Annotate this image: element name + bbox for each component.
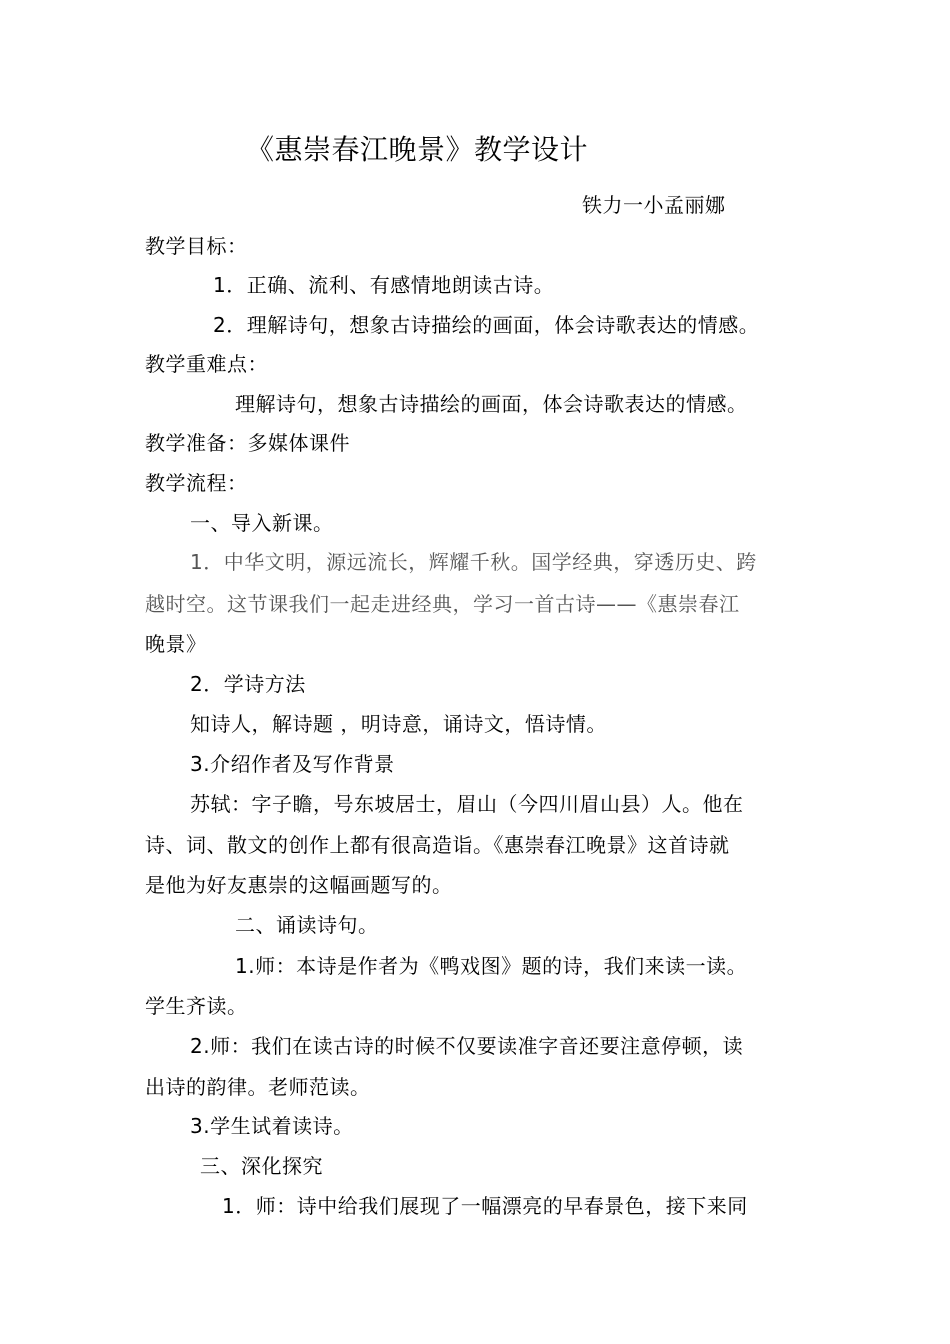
section-3-heading: 三、深化探究 <box>200 1154 323 1178</box>
document-title: 《惠崇春江晚景》教学设计 <box>246 133 589 166</box>
paragraph-line: 出诗的韵律。老师范读。 <box>145 1075 371 1099</box>
paragraph-line: 学生齐读。 <box>145 994 248 1018</box>
paragraph-line: 1.师：本诗是作者为《鸭戏图》题的诗，我们来读一读。 <box>235 954 748 978</box>
document-author: 铁力一小孟丽娜 <box>582 193 726 217</box>
paragraph-line: 知诗人，解诗题 ，明诗意，诵诗文，悟诗情。 <box>190 712 607 736</box>
heading-key-points: 教学重难点： <box>145 352 268 376</box>
section-1-heading: 一、导入新课。 <box>190 511 334 535</box>
subsection-heading: 2．学诗方法 <box>190 672 306 696</box>
subsection-heading: 3.介绍作者及写作背景 <box>190 752 395 776</box>
paragraph-line: 3.学生试着读诗。 <box>190 1114 354 1138</box>
key-points-text: 理解诗句，想象古诗描绘的画面，体会诗歌表达的情感。 <box>235 392 748 416</box>
paragraph-line: 2.师：我们在读古诗的时候不仅要读准字音还要注意停顿，读 <box>190 1034 744 1058</box>
goal-item-2: 2．理解诗句，想象古诗描绘的画面，体会诗歌表达的情感。 <box>213 313 760 337</box>
paragraph-line: 苏轼：字子瞻，号东坡居士，眉山（今四川眉山县）人。他在 <box>190 792 744 816</box>
paragraph-line: 是他为好友惠崇的这幅画题写的。 <box>145 873 453 897</box>
paragraph-line: 诗、词、散文的创作上都有很高造诣。《惠崇春江晚景》这首诗就 <box>145 833 730 857</box>
paragraph-line: 越时空。这节课我们一起走进经典，学习一首古诗——《惠崇春江 <box>145 592 740 616</box>
heading-teaching-goals: 教学目标： <box>145 234 248 258</box>
teaching-preparation: 教学准备：多媒体课件 <box>145 431 350 455</box>
section-2-heading: 二、诵读诗句。 <box>235 913 379 937</box>
goal-item-1: 1．正确、流利、有感情地朗读古诗。 <box>213 273 555 297</box>
paragraph-line: 1．师：诗中给我们展现了一幅漂亮的早春景色，接下来同 <box>222 1194 748 1218</box>
paragraph-line: 晚景》 <box>145 632 207 656</box>
paragraph-line: 1．中华文明，源远流长，辉耀千秋。国学经典，穿透历史、跨 <box>190 550 757 574</box>
heading-teaching-process: 教学流程： <box>145 471 248 495</box>
